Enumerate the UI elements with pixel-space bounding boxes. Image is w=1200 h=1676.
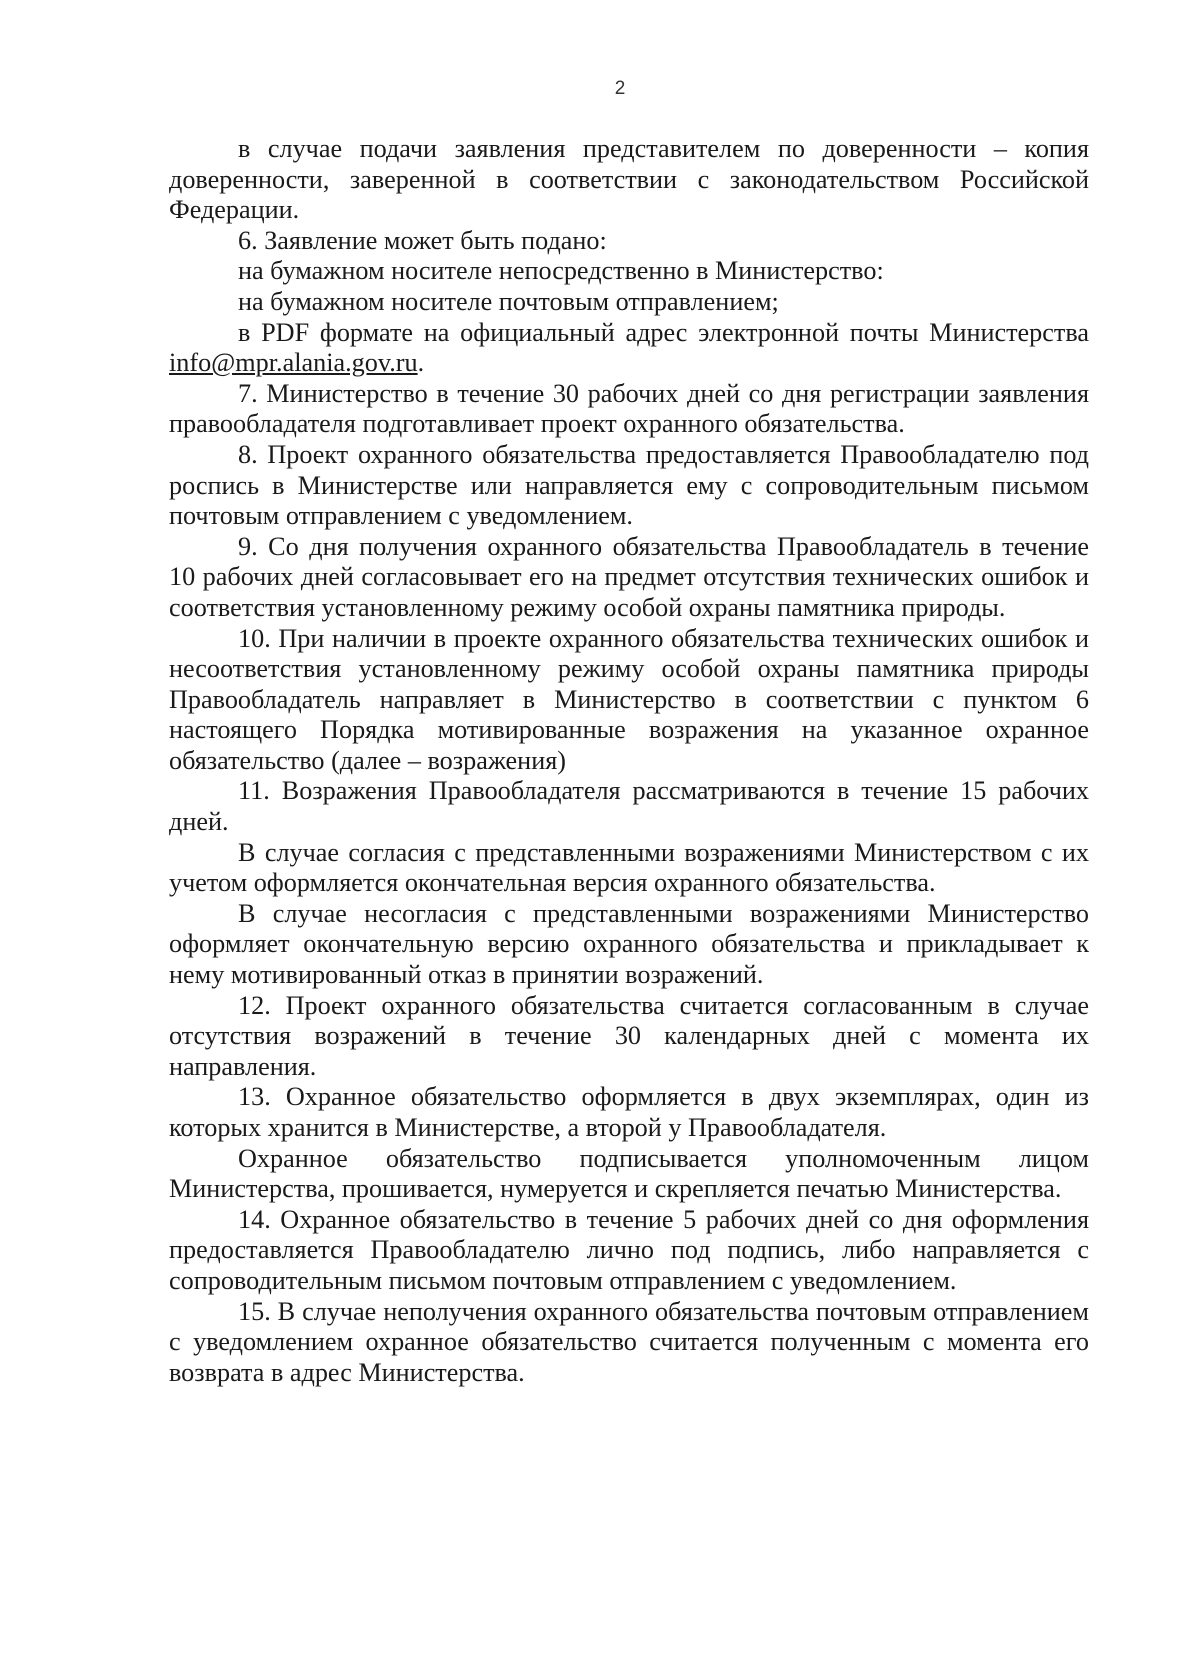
paragraph — [169, 379, 1089, 440]
paragraph — [169, 899, 1089, 991]
paragraph — [169, 624, 1089, 777]
paragraph — [169, 287, 1089, 318]
paragraph — [169, 838, 1089, 899]
paragraph — [169, 532, 1089, 624]
email-link[interactable]: info@mpr.alania.gov.ru — [169, 348, 418, 378]
paragraph-text: Охранное обязательство подписывается уполномоченным лицом Министерства, прошивается, нумеруется и скрепляется печатью Министерства. — [169, 1143, 1089, 1204]
document-body — [169, 134, 1089, 1388]
paragraph — [169, 991, 1089, 1083]
paragraph-text: 8. Проект охранного обязательства предоставляется Правообладателю под роспись в Министерстве или направляется ему с сопроводительным письмом почтовым отправлением с уведомлением. — [169, 439, 1089, 531]
paragraph — [169, 1297, 1089, 1389]
paragraph-text: 9. Со дня получения охранного обязательства Правообладатель в течение 10 рабочих дней согласовывает его на предмет отсутствия технических ошибок и соответствия установленному режиму особой охраны памятника природы. — [169, 531, 1089, 622]
paragraph-text: В случае несогласия с представленными возражениями Министерство оформляет окончательную версию охранного обязательства и прикладывает к нему мотивированный отказ в принятии возражений. — [169, 898, 1089, 990]
paragraph-text: на бумажном носителе непосредственно в Министерство: — [238, 256, 884, 286]
paragraph-text: 10. При наличии в проекте охранного обязательства технических ошибок и несоответствия установленному режиму особой охраны памятника природы Правообладатель направляет в Министерство в соответствии с пунктом 6 настоящего Порядка мотивированные возражения на указанное охранное обязательство (далее – возражения) — [169, 623, 1089, 775]
paragraph-text: 7. Министерство в течение 30 рабочих дней со дня регистрации заявления правообладателя подготавливает проект охранного обязательства. — [169, 378, 1089, 439]
paragraph — [169, 1082, 1089, 1143]
paragraph-text: на бумажном носителе почтовым отправлением; — [238, 286, 779, 316]
paragraph — [169, 134, 1089, 226]
page-number: 2 — [614, 78, 626, 99]
paragraph-text: 11. Возражения Правообладателя рассматриваются в течение 15 рабочих дней. — [169, 776, 1089, 837]
paragraph — [169, 318, 1089, 379]
paragraph — [169, 256, 1089, 287]
paragraph-text: 12. Проект охранного обязательства считается согласованным в случае отсутствия возражений в течение 30 календарных дней с момента их направления. — [169, 990, 1089, 1081]
email-punctuation: . — [417, 348, 425, 378]
paragraph — [169, 1205, 1089, 1297]
paragraph-text: в случае подачи заявления представителем по доверенности – копия доверенности, заверенной в соответствии с законодательством Российской Федерации. — [169, 134, 1089, 225]
paragraph-text: в PDF формате на официальный адрес электронной почты Министерства — [238, 317, 1089, 347]
paragraph — [169, 776, 1089, 837]
paragraph-text: 6. Заявление может быть подано: — [238, 225, 607, 255]
paragraph-text: 15. В случае неполучения охранного обязательства почтовым отправлением с уведомлением охранное обязательство считается полученным с момента его возврата в адрес Министерства. — [169, 1296, 1089, 1387]
paragraph — [169, 440, 1089, 532]
paragraph-text: В случае согласия с представленными возражениями Министерством с их учетом оформляется окончательная версия охранного обязательства. — [169, 837, 1089, 898]
paragraph — [169, 226, 1089, 257]
paragraph — [169, 1144, 1089, 1205]
paragraph-text: 13. Охранное обязательство оформляется в двух экземплярах, один из которых хранится в Министерстве, а второй у Правообладателя. — [169, 1082, 1089, 1142]
paragraph-text: 14. Охранное обязательство в течение 5 рабочих дней со дня оформления предоставляется Правообладателю лично под подпись, либо направляется с сопроводительным письмом почтовым отправлением с уведомлением. — [169, 1204, 1089, 1295]
